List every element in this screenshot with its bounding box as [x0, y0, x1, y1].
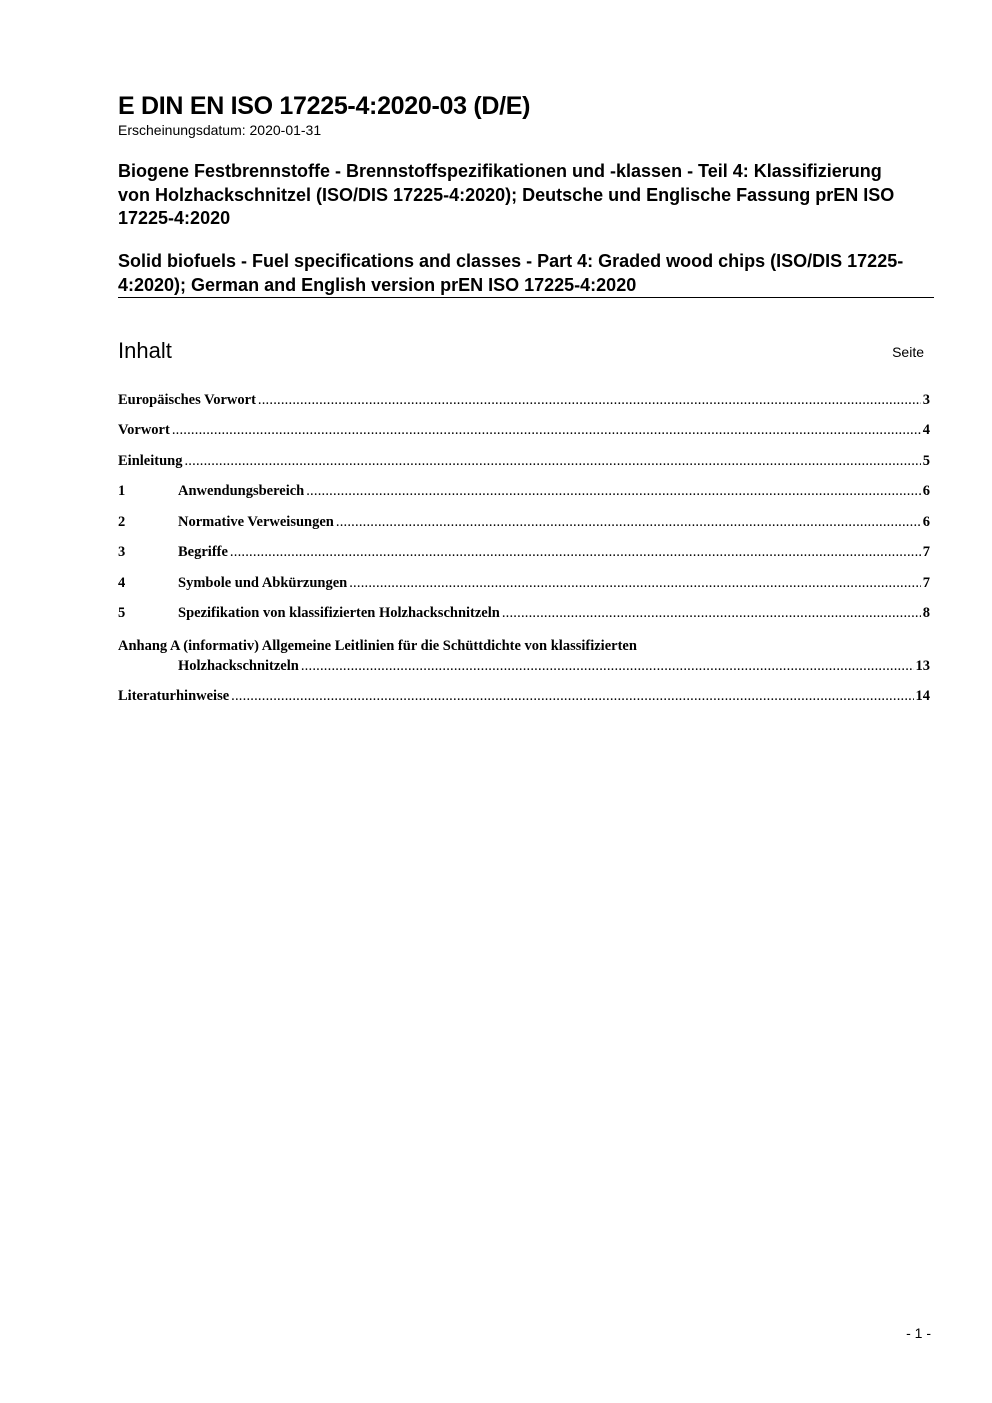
title-german: Biogene Festbrennstoffe - Brennstoffspezifikationen und -klassen - Teil 4: Klassifizierung von Holzhackschnitzel (ISO/DIS 17225-4:2020); Deutsche und Englische Fassung prEN ISO 17225-4:2020	[118, 161, 895, 228]
toc-leader-dots	[502, 605, 921, 622]
toc-entry-text: Europäisches Vorwort	[118, 392, 256, 408]
toc-entry-vorwort[interactable]	[118, 422, 930, 442]
toc-entry-page: 13	[915, 658, 930, 674]
toc-entry-text: Normative Verweisungen	[178, 514, 334, 530]
toc-entry-number: 1	[118, 483, 126, 499]
title-english: Solid biofuels - Fuel specifications and classes - Part 4: Graded wood chips (ISO/DIS 17225-4:2020); German and English version prEN ISO 17225-4:2020	[118, 251, 904, 295]
document-title: E DIN EN ISO 17225-4:2020-03 (D/E)	[118, 92, 531, 120]
toc-leader-dots	[172, 422, 921, 439]
toc-entry-anwendungsbereich[interactable]	[118, 483, 930, 503]
toc-entry-text: Symbole und Abkürzungen	[178, 575, 348, 591]
toc-entry-number: 2	[118, 514, 126, 530]
toc-leader-dots	[231, 688, 913, 705]
toc-leader-dots	[306, 483, 921, 500]
toc-heading: Inhalt	[118, 338, 172, 363]
publication-date: Erscheinungsdatum: 2020-01-31	[118, 122, 322, 138]
toc-entry-europaeisches-vorwort[interactable]	[118, 392, 930, 412]
toc-leader-dots	[258, 392, 921, 409]
toc-entry-page: 3	[922, 392, 930, 408]
toc-leader-dots	[184, 453, 920, 470]
toc-entry-text: Begriffe	[178, 544, 228, 560]
toc-entry-page: 4	[922, 422, 930, 438]
toc-entry-begriffe[interactable]	[118, 544, 930, 564]
toc-leader-dots	[301, 658, 914, 675]
toc-entry-literaturhinweise[interactable]	[118, 688, 930, 708]
page-number: - 1 -	[906, 1325, 931, 1341]
toc-entry-spezifikation[interactable]	[118, 605, 930, 625]
toc-entry-page: 8	[922, 605, 930, 621]
toc-leader-dots	[349, 575, 921, 592]
toc-entry-page: 6	[922, 483, 930, 499]
toc-leader-dots	[230, 544, 921, 561]
toc-entry-page: 14	[915, 688, 930, 704]
toc-entry-text: Anhang A (informativ) Allgemeine Leitlinien für die Schüttdichte von klassifizierten	[118, 638, 637, 654]
toc-entry-page: 6	[922, 514, 930, 530]
toc-entry-anhang-a[interactable]	[118, 638, 930, 678]
header-divider	[118, 297, 934, 298]
toc-entry-text: Spezifikation von klassifizierten Holzhackschnitzeln	[178, 605, 500, 621]
toc-entry-einleitung[interactable]	[118, 453, 930, 473]
toc-page-column-label: Seite	[892, 344, 924, 360]
toc-entry-text: Vorwort	[118, 422, 170, 438]
toc-entry-page: 7	[922, 544, 930, 560]
toc-entry-text: Einleitung	[118, 453, 183, 469]
toc-entry-number: 3	[118, 544, 126, 560]
toc-entry-page: 5	[922, 453, 930, 469]
toc-entry-symbole[interactable]	[118, 575, 930, 595]
toc-entry-normative-verweisungen[interactable]	[118, 514, 930, 534]
toc-entry-continuation	[178, 658, 930, 675]
toc-entry-number: 5	[118, 605, 126, 621]
toc-entry-text: Literaturhinweise	[118, 688, 230, 704]
toc-leader-dots	[336, 514, 921, 531]
toc-entry-page: 7	[922, 575, 930, 591]
toc-entry-number: 4	[118, 575, 126, 591]
toc-entry-text: Anwendungsbereich	[178, 483, 305, 499]
toc-entry-text-continued: Holzhackschnitzeln	[178, 658, 299, 674]
